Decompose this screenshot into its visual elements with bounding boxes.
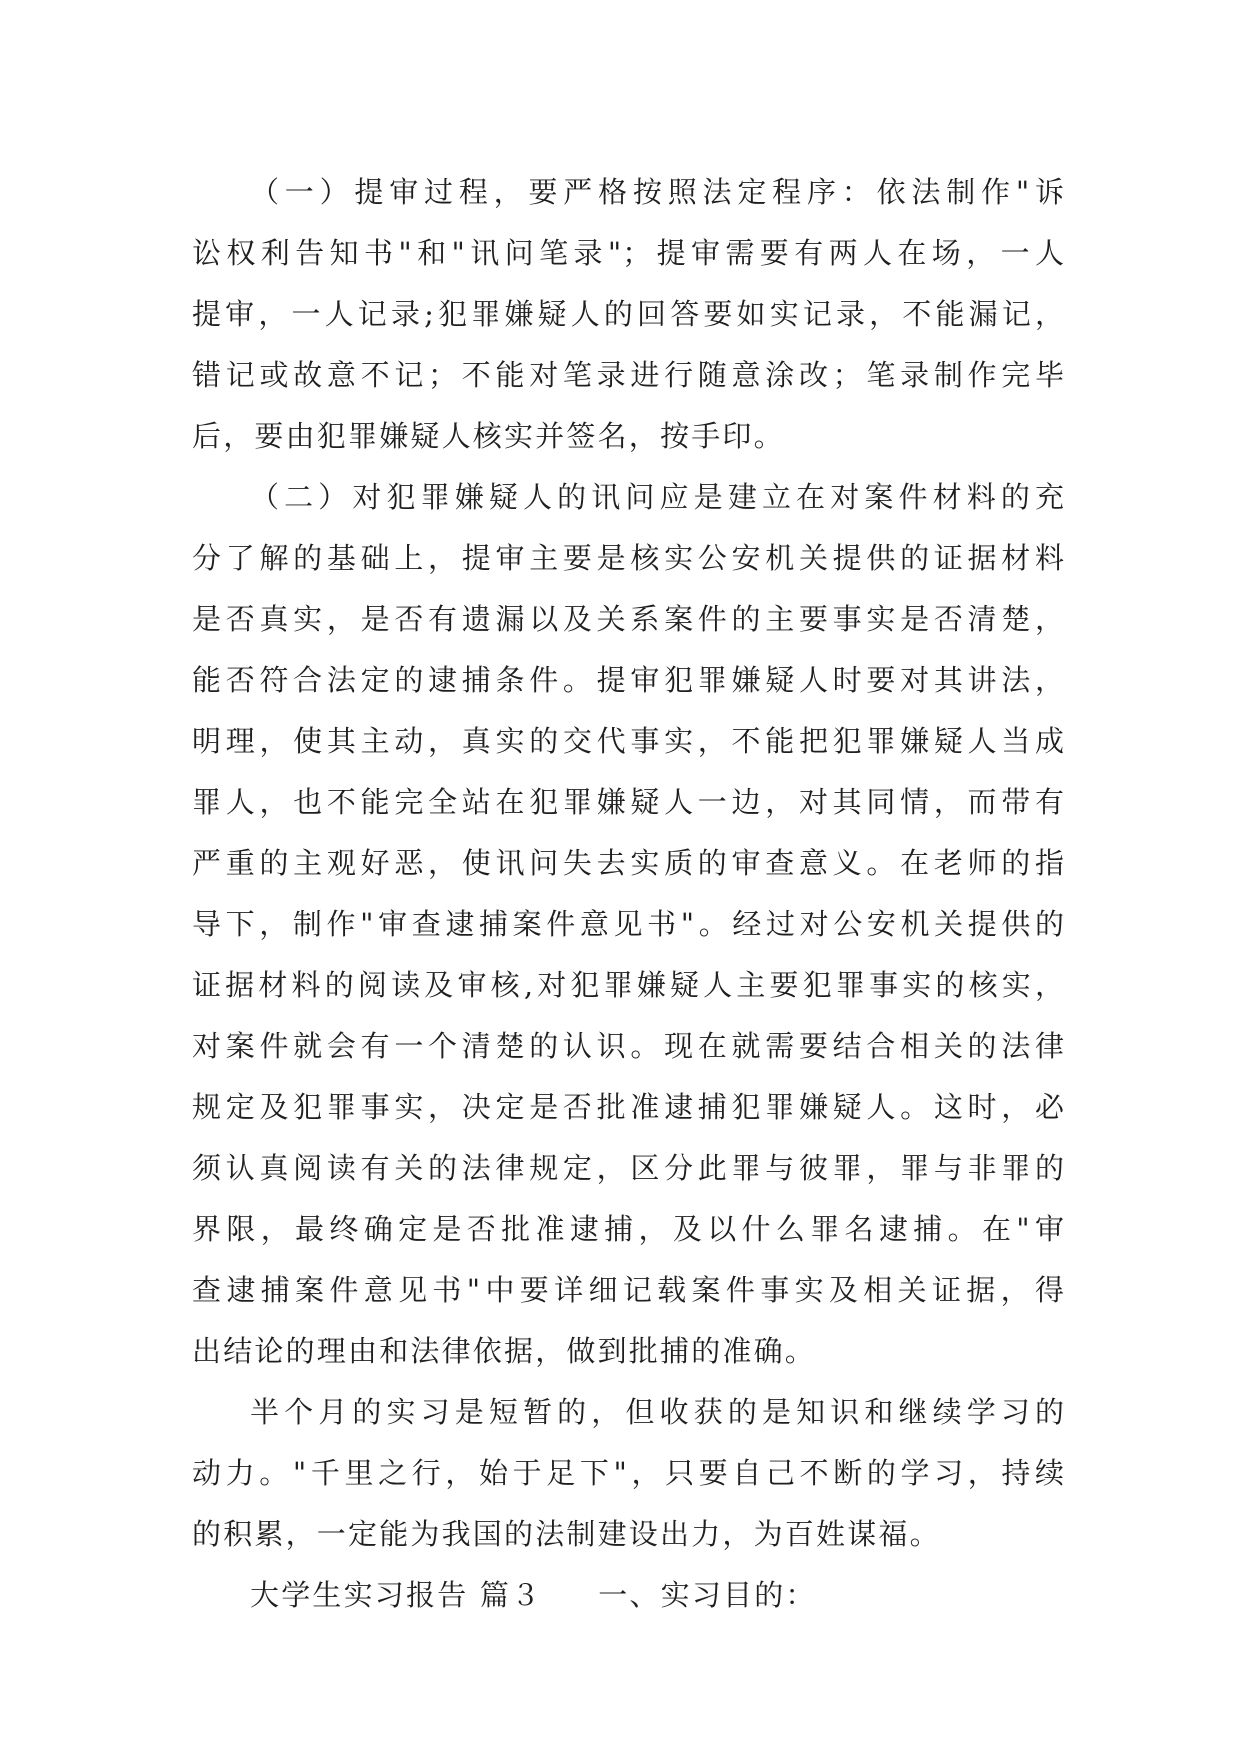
paragraph-line: 界限，最终确定是否批准逮捕，及以什么罪名逮捕。在"审 xyxy=(192,1212,1065,1246)
paragraph-line: （一）提审过程，要严格按照法定程序：依法制作"诉 xyxy=(250,175,1065,209)
section-heading xyxy=(192,1565,1065,1626)
paragraph-line: 导下，制作"审查逮捕案件意见书"。经过对公安机关提供的 xyxy=(192,907,1065,941)
paragraph-line: 提审，一人记录;犯罪嫌疑人的回答要如实记录，不能漏记， xyxy=(192,297,1065,331)
paragraph-line: 动力。"千里之行，始于足下"，只要自己不断的学习，持续 xyxy=(192,1456,1065,1490)
report-title: 大学生实习报告 篇３ xyxy=(250,1578,543,1612)
section-subtitle: 一、实习目的： xyxy=(598,1578,817,1612)
paragraph-line: 后，要由犯罪嫌疑人核实并签名，按手印。 xyxy=(192,419,785,453)
paragraph-line: 半个月的实习是短暂的，但收获的是知识和继续学习的 xyxy=(250,1395,1065,1429)
paragraph-3 xyxy=(192,1382,1065,1565)
paragraph-line: 罪人，也不能完全站在犯罪嫌疑人一边，对其同情，而带有 xyxy=(192,785,1065,819)
paragraph-1 xyxy=(192,162,1065,467)
paragraph-line: 是否真实，是否有遗漏以及关系案件的主要事实是否清楚， xyxy=(192,602,1065,636)
paragraph-line: 查逮捕案件意见书"中要详细记载案件事实及相关证据，得 xyxy=(192,1273,1065,1307)
paragraph-line: 对案件就会有一个清楚的认识。现在就需要结合相关的法律 xyxy=(192,1029,1065,1063)
paragraph-line: 须认真阅读有关的法律规定，区分此罪与彼罪，罪与非罪的 xyxy=(192,1151,1065,1185)
paragraph-line: 能否符合法定的逮捕条件。提审犯罪嫌疑人时要对其讲法， xyxy=(192,663,1065,697)
paragraph-line: 严重的主观好恶，使讯问失去实质的审查意义。在老师的指 xyxy=(192,846,1065,880)
paragraph-line: 分了解的基础上，提审主要是核实公安机关提供的证据材料 xyxy=(192,541,1065,575)
paragraph-line: 的积累，一定能为我国的法制建设出力，为百姓谋福。 xyxy=(192,1517,941,1551)
paragraph-line: 规定及犯罪事实，决定是否批准逮捕犯罪嫌疑人。这时，必 xyxy=(192,1090,1065,1124)
paragraph-line: 出结论的理由和法律依据，做到批捕的准确。 xyxy=(192,1334,817,1368)
paragraph-line: 讼权利告知书"和"讯问笔录"；提审需要有两人在场，一人 xyxy=(192,236,1065,270)
paragraph-line: （二）对犯罪嫌疑人的讯问应是建立在对案件材料的充 xyxy=(250,480,1065,514)
paragraph-line: 证据材料的阅读及审核,对犯罪嫌疑人主要犯罪事实的核实， xyxy=(192,968,1065,1002)
paragraph-2 xyxy=(192,467,1065,1382)
paragraph-line: 错记或故意不记；不能对笔录进行随意涂改；笔录制作完毕 xyxy=(192,358,1065,392)
paragraph-line: 明理，使其主动，真实的交代事实，不能把犯罪嫌疑人当成 xyxy=(192,724,1065,758)
document-body xyxy=(192,162,1065,1626)
